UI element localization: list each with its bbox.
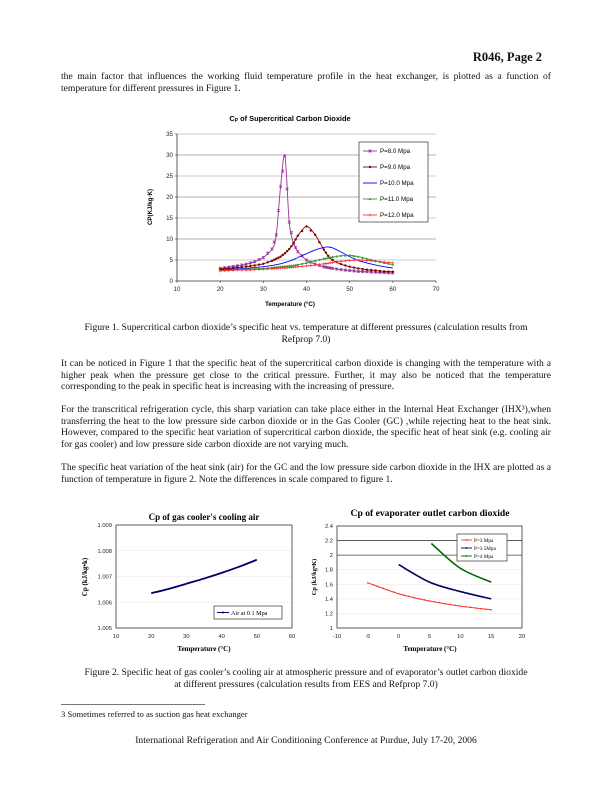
svg-text:30: 30: [259, 286, 267, 293]
footnote-separator: [61, 704, 205, 705]
svg-text:P=11.0 Mpa: P=11.0 Mpa: [380, 196, 414, 204]
svg-text:1.008: 1.008: [97, 548, 112, 555]
figure2b-chart: [300, 500, 540, 660]
figure2a-chart: [25, 500, 305, 660]
svg-text:1.007: 1.007: [97, 574, 112, 581]
figure2a-gridlines: [116, 551, 292, 603]
figure1-caption-line1: Figure 1. Supercritical carbon dioxide’s specific heat vs. temperature at different pressures (calculation results from: [84, 322, 528, 333]
svg-text:1.4: 1.4: [324, 596, 333, 603]
svg-text:P=8.0 Mpa: P=8.0 Mpa: [380, 148, 411, 156]
figure1-y-label: CP(KJ/kg·K): [147, 188, 154, 226]
svg-text:60: 60: [389, 286, 397, 293]
intro-paragraph: the main factor that influences the working fluid temperature profile in the heat exchanger, is plotted as a function of temperature for different pressures in Figure 1.: [61, 71, 551, 94]
svg-text:20: 20: [216, 286, 224, 293]
paragraph-heat-sink: The specific heat variation of the heat sink (air) for the GC and the low pressure side carbon dioxide in the IHX are plotted as a function of temperature in figure 2. Note the differences in scale compared to figure 1.: [61, 462, 551, 485]
svg-text:15: 15: [166, 215, 173, 222]
svg-text:P=9.0 Mpa: P=9.0 Mpa: [380, 164, 411, 172]
figure2a-y-label: Cp (kJ/kg•k): [81, 557, 89, 597]
figure1-title: CP of Supercritical Carbon Dioxide: [229, 114, 351, 125]
svg-text:15: 15: [487, 634, 495, 640]
conference-footer: International Refrigeration and Air Conditioning Conference at Purdue, July 17-20, 2006: [135, 735, 477, 746]
svg-text:30: 30: [166, 152, 173, 159]
svg-text:5: 5: [169, 257, 173, 264]
svg-text:0: 0: [169, 278, 173, 285]
figure2b-y-label: Cp (kJ/kg•K): [311, 558, 318, 596]
svg-text:2: 2: [329, 553, 333, 560]
figure2a-legend: [214, 606, 282, 619]
svg-text:2.4: 2.4: [324, 524, 333, 530]
svg-text:2.2: 2.2: [324, 538, 333, 545]
figure1-caption-line2: Refprop 7.0): [281, 333, 331, 345]
svg-text:20: 20: [518, 634, 526, 640]
svg-text:P=3.5Mpa: P=3.5Mpa: [474, 546, 496, 552]
svg-text:40: 40: [303, 286, 310, 293]
figure2b-x-label: Temperature (°C): [403, 645, 457, 653]
figure1-chart: [140, 105, 460, 315]
svg-text:1.006: 1.006: [97, 600, 112, 607]
svg-text:10: 10: [166, 236, 173, 243]
svg-text:20: 20: [166, 194, 173, 201]
svg-text:-5: -5: [365, 634, 371, 640]
figure2-caption-line2: at different pressures (calculation results from EES and Refprop 7.0): [174, 678, 438, 690]
svg-text:50: 50: [346, 286, 354, 293]
figure2a-legend-label: Air at 0.1 Mpa: [231, 610, 268, 617]
svg-text:50: 50: [253, 634, 261, 640]
svg-text:1.009: 1.009: [97, 523, 112, 529]
svg-text:1.2: 1.2: [324, 611, 333, 618]
figure1-legend: [359, 142, 428, 222]
svg-text:P=10.0 Mpa: P=10.0 Mpa: [380, 180, 414, 188]
figure2a-title: Cp of gas cooler's cooling air: [148, 512, 260, 522]
svg-text:20: 20: [147, 634, 155, 640]
svg-text:60: 60: [288, 634, 296, 640]
svg-text:30: 30: [183, 634, 190, 640]
footnote-3: 3 Sometimes referred to as suction gas heat exchanger: [61, 709, 248, 719]
svg-text:P=3 Mpa: P=3 Mpa: [474, 538, 494, 544]
figure1-x-label: Temperature (°C): [265, 301, 315, 308]
svg-text:10: 10: [112, 634, 120, 640]
figure1-caption: [61, 322, 551, 345]
figure2a-x-label: Temperature (°C): [177, 645, 231, 653]
svg-text:1.005: 1.005: [97, 626, 112, 632]
svg-text:10: 10: [173, 286, 181, 293]
svg-text:35: 35: [166, 131, 173, 138]
figure2-caption-line1: Figure 2. Specific heat of gas cooler’s cooling air at atmospheric pressure and of evaporator’s outlet carbon dioxide: [84, 667, 528, 678]
svg-text:P=12.0 Mpa: P=12.0 Mpa: [380, 212, 414, 220]
svg-text:70: 70: [432, 286, 440, 293]
svg-text:40: 40: [218, 634, 225, 640]
figure2-caption: [61, 667, 551, 690]
figure2b-legend: [457, 534, 507, 561]
paragraph-transcritical-cycle: For the transcritical refrigeration cycle, this sharp variation can take place either in the Internal Heat Exchanger (IHX³),when transferring the heat to the low pressure side carbon dioxide or in the Gas Cooler (GC) ,while rejecting heat to the heat sink. However, compared to the specific heat variation of supercritical carbon dioxide, the specific heat of heat sink (e.g. cooling air for gas cooler) and low pressure side carbon dioxide are not varying much.: [61, 404, 551, 450]
svg-text:25: 25: [166, 173, 173, 180]
svg-text:-10: -10: [332, 634, 342, 640]
figure2b-title: Cp of evaporater outlet carbon dioxide: [350, 508, 510, 519]
svg-text:P=4 Mpa: P=4 Mpa: [474, 554, 494, 560]
svg-text:10: 10: [457, 634, 464, 640]
svg-text:0: 0: [397, 634, 401, 640]
svg-text:1.8: 1.8: [324, 567, 333, 574]
paragraph-cp-variation: It can be noticed in Figure 1 that the specific heat of the supercritical carbon dioxide is changing with the temperature with a higher peak when the pressure get close to the critical pressure. Further, it may also be noticed that the temperature corresponding to the peak in specific heat is increasing with the increasing of pressure.: [61, 358, 551, 393]
page-number-header: R046, Page 2: [472, 50, 542, 64]
svg-text:5: 5: [427, 634, 432, 640]
svg-text:1.6: 1.6: [324, 582, 333, 589]
svg-text:1: 1: [329, 626, 333, 632]
